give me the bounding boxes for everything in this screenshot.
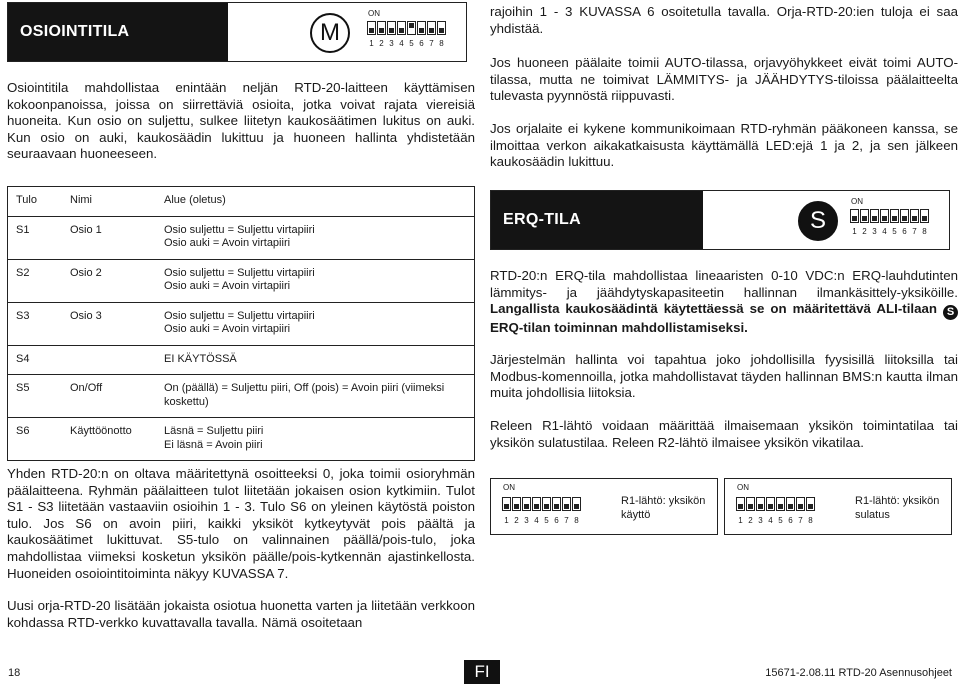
dip-switch-3	[522, 497, 531, 511]
table-header-row	[8, 187, 475, 217]
range-line: Osio auki = Avoin virtapiiri	[164, 280, 291, 292]
dip-num: 5	[892, 227, 897, 236]
dip-num: 4	[534, 516, 539, 525]
dip-switch-2	[746, 497, 755, 511]
relay-label-kaytto	[621, 494, 705, 522]
dip-num: 4	[882, 227, 887, 236]
range-line: Ei läsnä = Avoin piiri	[164, 438, 263, 451]
dip-switch-7	[562, 497, 571, 511]
erq-title: ERQ-TILA	[503, 211, 581, 228]
osiointitila-banner	[8, 3, 228, 61]
dip-num: 2	[379, 39, 384, 48]
page-number: 18	[8, 667, 21, 679]
dip-switch-1	[502, 497, 511, 511]
row-name: Osio 2	[62, 259, 156, 302]
dip-on-label: ON	[503, 483, 515, 492]
dip-num: 8	[574, 516, 579, 525]
row-name: Osio 3	[62, 302, 156, 345]
table-row	[8, 302, 475, 345]
dip-switch-8	[572, 497, 581, 511]
erq-para1-block	[490, 268, 958, 337]
relay-dip-kaytto	[501, 483, 593, 531]
row-input: S6	[8, 418, 63, 461]
row-range	[156, 418, 475, 461]
dip-num: 8	[922, 227, 927, 236]
dip-switch-6	[900, 209, 909, 223]
input-table	[7, 186, 475, 461]
dip-num: 5	[778, 516, 783, 525]
range-line: On (päällä) = Suljettu piiri, Off (pois) = Avoin piiri (viimeksi	[164, 382, 445, 394]
right-para3: Jos orjalaite ei kykene kommunikoimaan RTD-ryhmän pääkoneen kanssa, se ilmoittaa verkon aikakatkaisusta käyttämällä LED:ejä 1 ja 2, ja sen jälkeen kaukosäädin lukittuu.	[490, 121, 958, 170]
table-row	[8, 259, 475, 302]
relay-label-sulatus	[855, 494, 939, 522]
dip-num: 3	[758, 516, 763, 525]
erq-header-box	[490, 190, 950, 250]
range-line: koskettu)	[164, 395, 209, 408]
osiointitila-para2: Yhden RTD-20:n on oltava määritettynä osoitteeksi 0, joka toimii osioryhmän päälaitteena. Ryhmän päälaitteen tulot liitetään jokaisen osion kytkimiin. Tulot S1 - S3 liitetään vastaaviin osioihin 1 - 3. Tulo S6 on yleinen käytöstä poiston tulo. Jos S6 on avoin piiri, kaikki yksiköt kytkeytyvät pois päältä ja kaukosäätimet lukittuvat. S5-tulo on valinnainen päällä/pois-tulo, joka mahdollistaa viimeksi kosketun yksikön päälle/pois-kytkennän ajastinkellosta. Huoneiden osoiointitoiminta näkyy KUVASSA 7.	[7, 466, 475, 581]
dip-switch-1	[736, 497, 745, 511]
dip-switch-8	[806, 497, 815, 511]
right-para1: rajoihin 1 - 3 KUVASSA 6 osoitetulla tavalla. Orja-RTD-20:ien tuloja ei saa yhdistää.	[490, 4, 958, 36]
relay-label-line: käyttö	[621, 509, 651, 521]
erq-bold2: ERQ-tilan toiminnan mahdollistamiseksi.	[490, 319, 748, 335]
mode-m-icon	[310, 13, 350, 53]
dip-switch-2	[860, 209, 869, 223]
osiointitila-title: OSIOINTITILA	[20, 23, 130, 40]
dip-num: 2	[514, 516, 519, 525]
dip-switch-4	[532, 497, 541, 511]
dip-switch-m	[366, 9, 458, 57]
table-row	[8, 418, 475, 461]
dip-switch-7	[427, 21, 436, 35]
ali-s-icon	[943, 305, 958, 320]
osiointitila-para3: Uusi orja-RTD-20 lisätään jokaista osiotua huonetta varten ja liitetään verkkoon kohdassa RTD-verkko kuvattavalla tavalla. Nämä osoitetaan	[7, 598, 475, 630]
dip-num: 7	[564, 516, 569, 525]
dip-switch-8	[437, 21, 446, 35]
language-badge	[464, 660, 500, 684]
dip-switch-5	[407, 21, 416, 35]
dip-num: 8	[808, 516, 813, 525]
dip-switch-2	[377, 21, 386, 35]
mode-s-letter: S	[809, 207, 826, 234]
dip-num: 7	[798, 516, 803, 525]
row-range	[156, 216, 475, 259]
row-name: Osio 1	[62, 216, 156, 259]
dip-num: 5	[544, 516, 549, 525]
dip-switch-7	[796, 497, 805, 511]
table-row	[8, 216, 475, 259]
relay-box-sulatus	[724, 478, 952, 535]
header-tulo: Tulo	[8, 187, 63, 217]
dip-num: 3	[389, 39, 394, 48]
dip-num: 7	[912, 227, 917, 236]
dip-num: 4	[399, 39, 404, 48]
document-reference: 15671-2.08.11 RTD-20 Asennusohjeet	[765, 667, 952, 679]
dip-num: 4	[768, 516, 773, 525]
dip-switch-s	[849, 197, 941, 245]
dip-num: 2	[748, 516, 753, 525]
row-name: Käyttöönotto	[62, 418, 156, 461]
dip-switch-4	[880, 209, 889, 223]
dip-switch-3	[387, 21, 396, 35]
dip-num: 1	[369, 39, 374, 48]
row-input: S2	[8, 259, 63, 302]
header-alue: Alue (oletus)	[156, 187, 475, 217]
erq-para1: RTD-20:n ERQ-tila mahdollistaa lineaaristen 0-10 VDC:n ERQ-lauhdutinten lämmitys- ja jäähdytyskapasiteetin hallinnan ilmankäsittely-yksiköille.	[490, 268, 958, 300]
dip-switch-7	[910, 209, 919, 223]
dip-switch-5	[776, 497, 785, 511]
row-input: S4	[8, 345, 63, 375]
dip-num: 6	[419, 39, 424, 48]
language-label: FI	[474, 662, 490, 681]
row-input: S1	[8, 216, 63, 259]
dip-num: 3	[524, 516, 529, 525]
dip-num: 3	[872, 227, 877, 236]
dip-switch-5	[890, 209, 899, 223]
relay-box-kaytto	[490, 478, 718, 535]
dip-num: 1	[738, 516, 743, 525]
dip-on-label: ON	[851, 197, 863, 206]
relay-label-line: R1-lähtö: yksikön	[621, 495, 706, 507]
row-name	[62, 345, 156, 375]
row-range	[156, 302, 475, 345]
dip-switch-6	[786, 497, 795, 511]
range-line: Osio suljettu = Suljettu virtapiiri	[164, 223, 315, 236]
erq-bold1: Langallista kaukosäädintä käytettäessä se on määritettävä ALI-tilaan	[490, 301, 938, 317]
erq-para2: Järjestelmän hallinta voi tapahtua joko johdollisilla fyysisillä liitoksilla tai Modbus-komennoilla, jotka mahdollistavat täyden hallinnan BMS:n kautta ilman muita johdollisia liitoksia.	[490, 352, 958, 401]
dip-num: 2	[862, 227, 867, 236]
mode-s-icon	[798, 201, 838, 241]
range-line: EI KÄYTÖSSÄ	[164, 352, 237, 365]
dip-num: 6	[788, 516, 793, 525]
relay-label-line: sulatus	[855, 509, 890, 521]
dip-switch-3	[756, 497, 765, 511]
row-range	[156, 259, 475, 302]
dip-switch-4	[766, 497, 775, 511]
dip-num: 1	[852, 227, 857, 236]
row-name: On/Off	[62, 375, 156, 418]
relay-dip-sulatus	[735, 483, 827, 531]
dip-num: 6	[902, 227, 907, 236]
header-nimi: Nimi	[62, 187, 156, 217]
dip-switch-6	[417, 21, 426, 35]
dip-num: 1	[504, 516, 509, 525]
row-input: S5	[8, 375, 63, 418]
row-input: S3	[8, 302, 63, 345]
dip-switch-4	[397, 21, 406, 35]
ali-s-letter: S	[946, 306, 955, 319]
dip-switch-8	[920, 209, 929, 223]
osiointitila-intro: Osiointitila mahdollistaa enintään neljän RTD-20-laitteen käyttämisen kokoonpanoissa, joissa on siirrettäviä osioita, jotka voivat rajata viereisiä huoneita. Kun osio on suljettu, sulkee liitetyn kaukosäätimen lukitus on auki. Kun osio on auki, kaukosäädin lukittuu ja huoneen hallinta yhdistetään seuraavaan huoneeseen.	[7, 80, 475, 162]
dip-on-label: ON	[368, 9, 380, 18]
row-range	[156, 375, 475, 418]
dip-switch-1	[367, 21, 376, 35]
erq-para3: Releen R1-lähtö voidaan määrittää ilmaisemaan yksikön toimintatilaa tai yksikön sulatustilaa. Releen R2-lähtö ilmaisee yksikön vikatilaa.	[490, 418, 958, 450]
mode-m-letter: M	[320, 19, 340, 46]
range-line: Osio auki = Avoin virtapiiri	[164, 323, 291, 335]
table-row	[8, 345, 475, 375]
dip-switch-1	[850, 209, 859, 223]
range-line: Osio auki = Avoin virtapiiri	[164, 237, 291, 249]
dip-switch-5	[542, 497, 551, 511]
dip-num: 6	[554, 516, 559, 525]
table-row	[8, 375, 475, 418]
dip-on-label: ON	[737, 483, 749, 492]
row-range	[156, 345, 475, 375]
dip-num: 7	[429, 39, 434, 48]
dip-switch-3	[870, 209, 879, 223]
dip-num: 5	[409, 39, 414, 48]
range-line: Osio suljettu = Suljettu virtapiiri	[164, 309, 315, 322]
range-line: Läsnä = Suljettu piiri	[164, 425, 264, 437]
osiointitila-header-box	[7, 2, 467, 62]
dip-num: 8	[439, 39, 444, 48]
right-para2: Jos huoneen päälaite toimii AUTO-tilassa, orjavyöhykkeet eivät toimi AUTO-tilassa, mutta ne toimivat LÄMMITYS- ja JÄÄHDYTYS-tiloissa päälaitteelta tulevasta pyynnöstä riippuvasti.	[490, 55, 958, 104]
dip-switch-2	[512, 497, 521, 511]
erq-banner	[491, 191, 703, 249]
range-line: Osio suljettu = Suljettu virtapiiri	[164, 266, 315, 279]
dip-switch-6	[552, 497, 561, 511]
relay-label-line: R1-lähtö: yksikön	[855, 495, 940, 507]
